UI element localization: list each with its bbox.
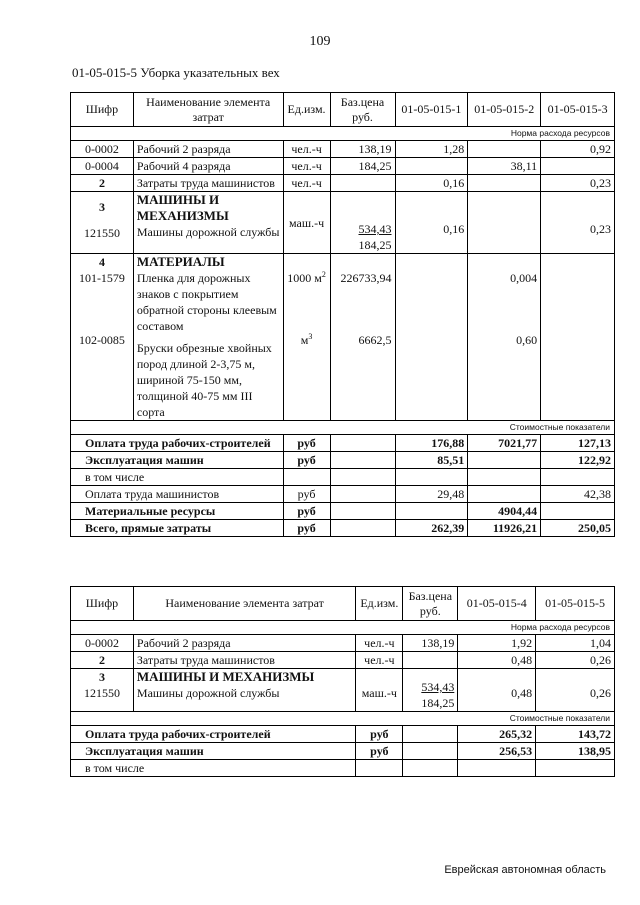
- header-col2: 01-05-015-2: [468, 93, 541, 127]
- machines-section: [71, 669, 615, 712]
- cost-v1: 29,48: [395, 486, 468, 503]
- header-col1: 01-05-015-1: [395, 93, 468, 127]
- materials-code: 4: [98, 255, 105, 269]
- row-unit: чел.-ч: [283, 141, 330, 158]
- cost-row: [71, 486, 615, 503]
- row-price: [403, 652, 458, 669]
- machines-subcode: 121550: [83, 686, 120, 700]
- machines-subcode: 121550: [83, 226, 120, 240]
- table-row: [71, 141, 615, 158]
- header-code: Шифр: [71, 93, 134, 127]
- machines-code: 3: [98, 670, 105, 684]
- cost-name: в том числе: [71, 760, 356, 777]
- row-v2: 38,11: [468, 158, 541, 175]
- row-name: Затраты труда машинистов: [133, 652, 355, 669]
- row-v3: 0,92: [541, 141, 615, 158]
- row-name: Рабочий 2 разряда: [133, 141, 283, 158]
- cost-name: Оплата труда машинистов: [71, 486, 284, 503]
- materials-section: [71, 254, 615, 421]
- cost-v1: 265,32: [458, 726, 536, 743]
- cost-v3: 42,38: [541, 486, 615, 503]
- row-price: 138,19: [330, 141, 395, 158]
- material-v2: 0,60: [516, 333, 538, 347]
- material-name: Бруски обрезные хвойных пород длиной 2-3,75 м, шириной 75-150 мм, толщиной 40-75 мм III сорта: [136, 341, 272, 419]
- machines-name: Машины дорожной службы: [136, 686, 280, 700]
- cost-unit: руб: [283, 435, 330, 452]
- cost-v2: 11926,21: [468, 520, 541, 537]
- machines-section: [71, 192, 615, 254]
- table-row: [71, 175, 615, 192]
- cost-row: [71, 760, 615, 777]
- cost-v2: 143,72: [536, 726, 615, 743]
- cost-v3: 122,92: [541, 452, 615, 469]
- row-name: Затраты труда машинистов: [133, 175, 283, 192]
- cost-v2: [468, 452, 541, 469]
- footer-region: Еврейская автономная область: [444, 864, 606, 876]
- header-price: Баз.цена руб.: [403, 587, 458, 621]
- cost-name: Оплата труда рабочих-строителей: [71, 435, 284, 452]
- page-number: 109: [309, 34, 331, 49]
- cost-row: [71, 520, 615, 537]
- table-row: [71, 158, 615, 175]
- cost-row: [71, 503, 615, 520]
- table-header: [71, 587, 615, 621]
- row-code: 0-0002: [71, 635, 134, 652]
- machines-v1: 0,16: [395, 192, 468, 254]
- row-v2: [468, 175, 541, 192]
- cost-row: [71, 452, 615, 469]
- cost-v3: [541, 503, 615, 520]
- cost-name: Оплата труда рабочих-строителей: [71, 726, 356, 743]
- resource-table-2: [70, 586, 615, 777]
- material-name: Пленка для дорожных знаков с покрытием обратной стороны клеевым составом: [136, 271, 277, 333]
- cost-name: Материальные ресурсы: [71, 503, 284, 520]
- materials-title: МАТЕРИАЛЫ: [136, 254, 225, 269]
- row-v1: 1,92: [458, 635, 536, 652]
- cost-row: [71, 726, 615, 743]
- norm-label: Норма расхода ресурсов: [71, 621, 615, 635]
- machines-v2: [468, 192, 541, 254]
- row-v3: [541, 158, 615, 175]
- section-title: 01-05-015-5 Уборка указательных вех: [72, 65, 280, 80]
- material-unit: $м^3$: [300, 332, 313, 347]
- cost-unit: руб: [283, 520, 330, 537]
- table-row: [71, 652, 615, 669]
- header-col4: 01-05-015-4: [458, 587, 536, 621]
- row-code: 0-0004: [71, 158, 134, 175]
- cost-v3: 127,13: [541, 435, 615, 452]
- machines-v3: 0,23: [541, 192, 615, 254]
- material-v2: 0,004: [510, 271, 538, 285]
- cost-label: Стоимостные показатели: [71, 712, 615, 726]
- row-code: 2: [71, 175, 134, 192]
- machines-v2: 0,26: [536, 669, 615, 712]
- row-v2: 1,04: [536, 635, 615, 652]
- cost-row: [71, 435, 615, 452]
- material-unit: 1000 $м^2$: [287, 270, 326, 285]
- header-name: Наименование элемента затрат: [133, 587, 355, 621]
- machines-price-bottom: 184,25: [421, 696, 455, 710]
- row-unit: чел.-ч: [356, 652, 403, 669]
- row-price: 138,19: [403, 635, 458, 652]
- material-code: 102-0085: [78, 333, 125, 347]
- machines-unit: маш.-ч: [356, 669, 403, 712]
- cost-unit: руб: [356, 743, 403, 760]
- row-v1: 1,28: [395, 141, 468, 158]
- material-price: 6662,5: [358, 333, 392, 347]
- cost-name: в том числе: [71, 469, 284, 486]
- cost-v2: 138,95: [536, 743, 615, 760]
- cost-label: Стоимостные показатели: [71, 421, 615, 435]
- row-name: Рабочий 4 разряда: [133, 158, 283, 175]
- machines-title: МАШИНЫ И МЕХАНИЗМЫ: [136, 669, 315, 684]
- row-unit: чел.-ч: [356, 635, 403, 652]
- header-col5: 01-05-015-5: [536, 587, 615, 621]
- machines-price-bottom: 184,25: [358, 238, 392, 252]
- row-code: 0-0002: [71, 141, 134, 158]
- cost-name: Эксплуатация машин: [71, 743, 356, 760]
- resource-table-1: [70, 92, 615, 537]
- cost-v1: 85,51: [395, 452, 468, 469]
- cost-unit: руб: [356, 726, 403, 743]
- row-price: 184,25: [330, 158, 395, 175]
- material-price: 226733,94: [340, 271, 392, 285]
- cost-v1: [395, 503, 468, 520]
- row-code: 2: [71, 652, 134, 669]
- cost-unit: руб: [283, 452, 330, 469]
- cost-unit: руб: [283, 486, 330, 503]
- cost-v1: 176,88: [395, 435, 468, 452]
- machines-v1: 0,48: [458, 669, 536, 712]
- material-code: 101-1579: [78, 271, 125, 285]
- cost-v3: 250,05: [541, 520, 615, 537]
- machines-name: Машины дорожной службы: [136, 225, 280, 239]
- row-v2: [468, 141, 541, 158]
- row-v2: 0,26: [536, 652, 615, 669]
- header-name: Наименование элемента затрат: [133, 93, 283, 127]
- cost-row: [71, 743, 615, 760]
- row-unit: чел.-ч: [283, 175, 330, 192]
- cost-row: [71, 469, 615, 486]
- row-unit: чел.-ч: [283, 158, 330, 175]
- header-code: Шифр: [71, 587, 134, 621]
- table-row: [71, 635, 615, 652]
- machines-unit: маш.-ч: [283, 192, 330, 254]
- machines-price-top: 534,43: [358, 222, 392, 236]
- header-price: Баз.цена руб.: [330, 93, 395, 127]
- machines-title: МАШИНЫ И МЕХАНИЗМЫ: [136, 192, 229, 223]
- header-unit: Ед.изм.: [356, 587, 403, 621]
- cost-v2: 7021,77: [468, 435, 541, 452]
- header-unit: Ед.изм.: [283, 93, 330, 127]
- machines-code: 3: [98, 200, 105, 214]
- row-v1: [395, 158, 468, 175]
- cost-v2: [468, 486, 541, 503]
- cost-name: Эксплуатация машин: [71, 452, 284, 469]
- cost-v2: 4904,44: [468, 503, 541, 520]
- cost-name: Всего, прямые затраты: [71, 520, 284, 537]
- row-v1: 0,16: [395, 175, 468, 192]
- header-col3: 01-05-015-3: [541, 93, 615, 127]
- cost-v1: 262,39: [395, 520, 468, 537]
- row-name: Рабочий 2 разряда: [133, 635, 355, 652]
- cost-unit: руб: [283, 503, 330, 520]
- row-v3: 0,23: [541, 175, 615, 192]
- machines-price-top: 534,43: [421, 680, 455, 694]
- row-v1: 0,48: [458, 652, 536, 669]
- table-header: [71, 93, 615, 127]
- norm-label: Норма расхода ресурсов: [71, 127, 615, 141]
- cost-v1: 256,53: [458, 743, 536, 760]
- row-price: [330, 175, 395, 192]
